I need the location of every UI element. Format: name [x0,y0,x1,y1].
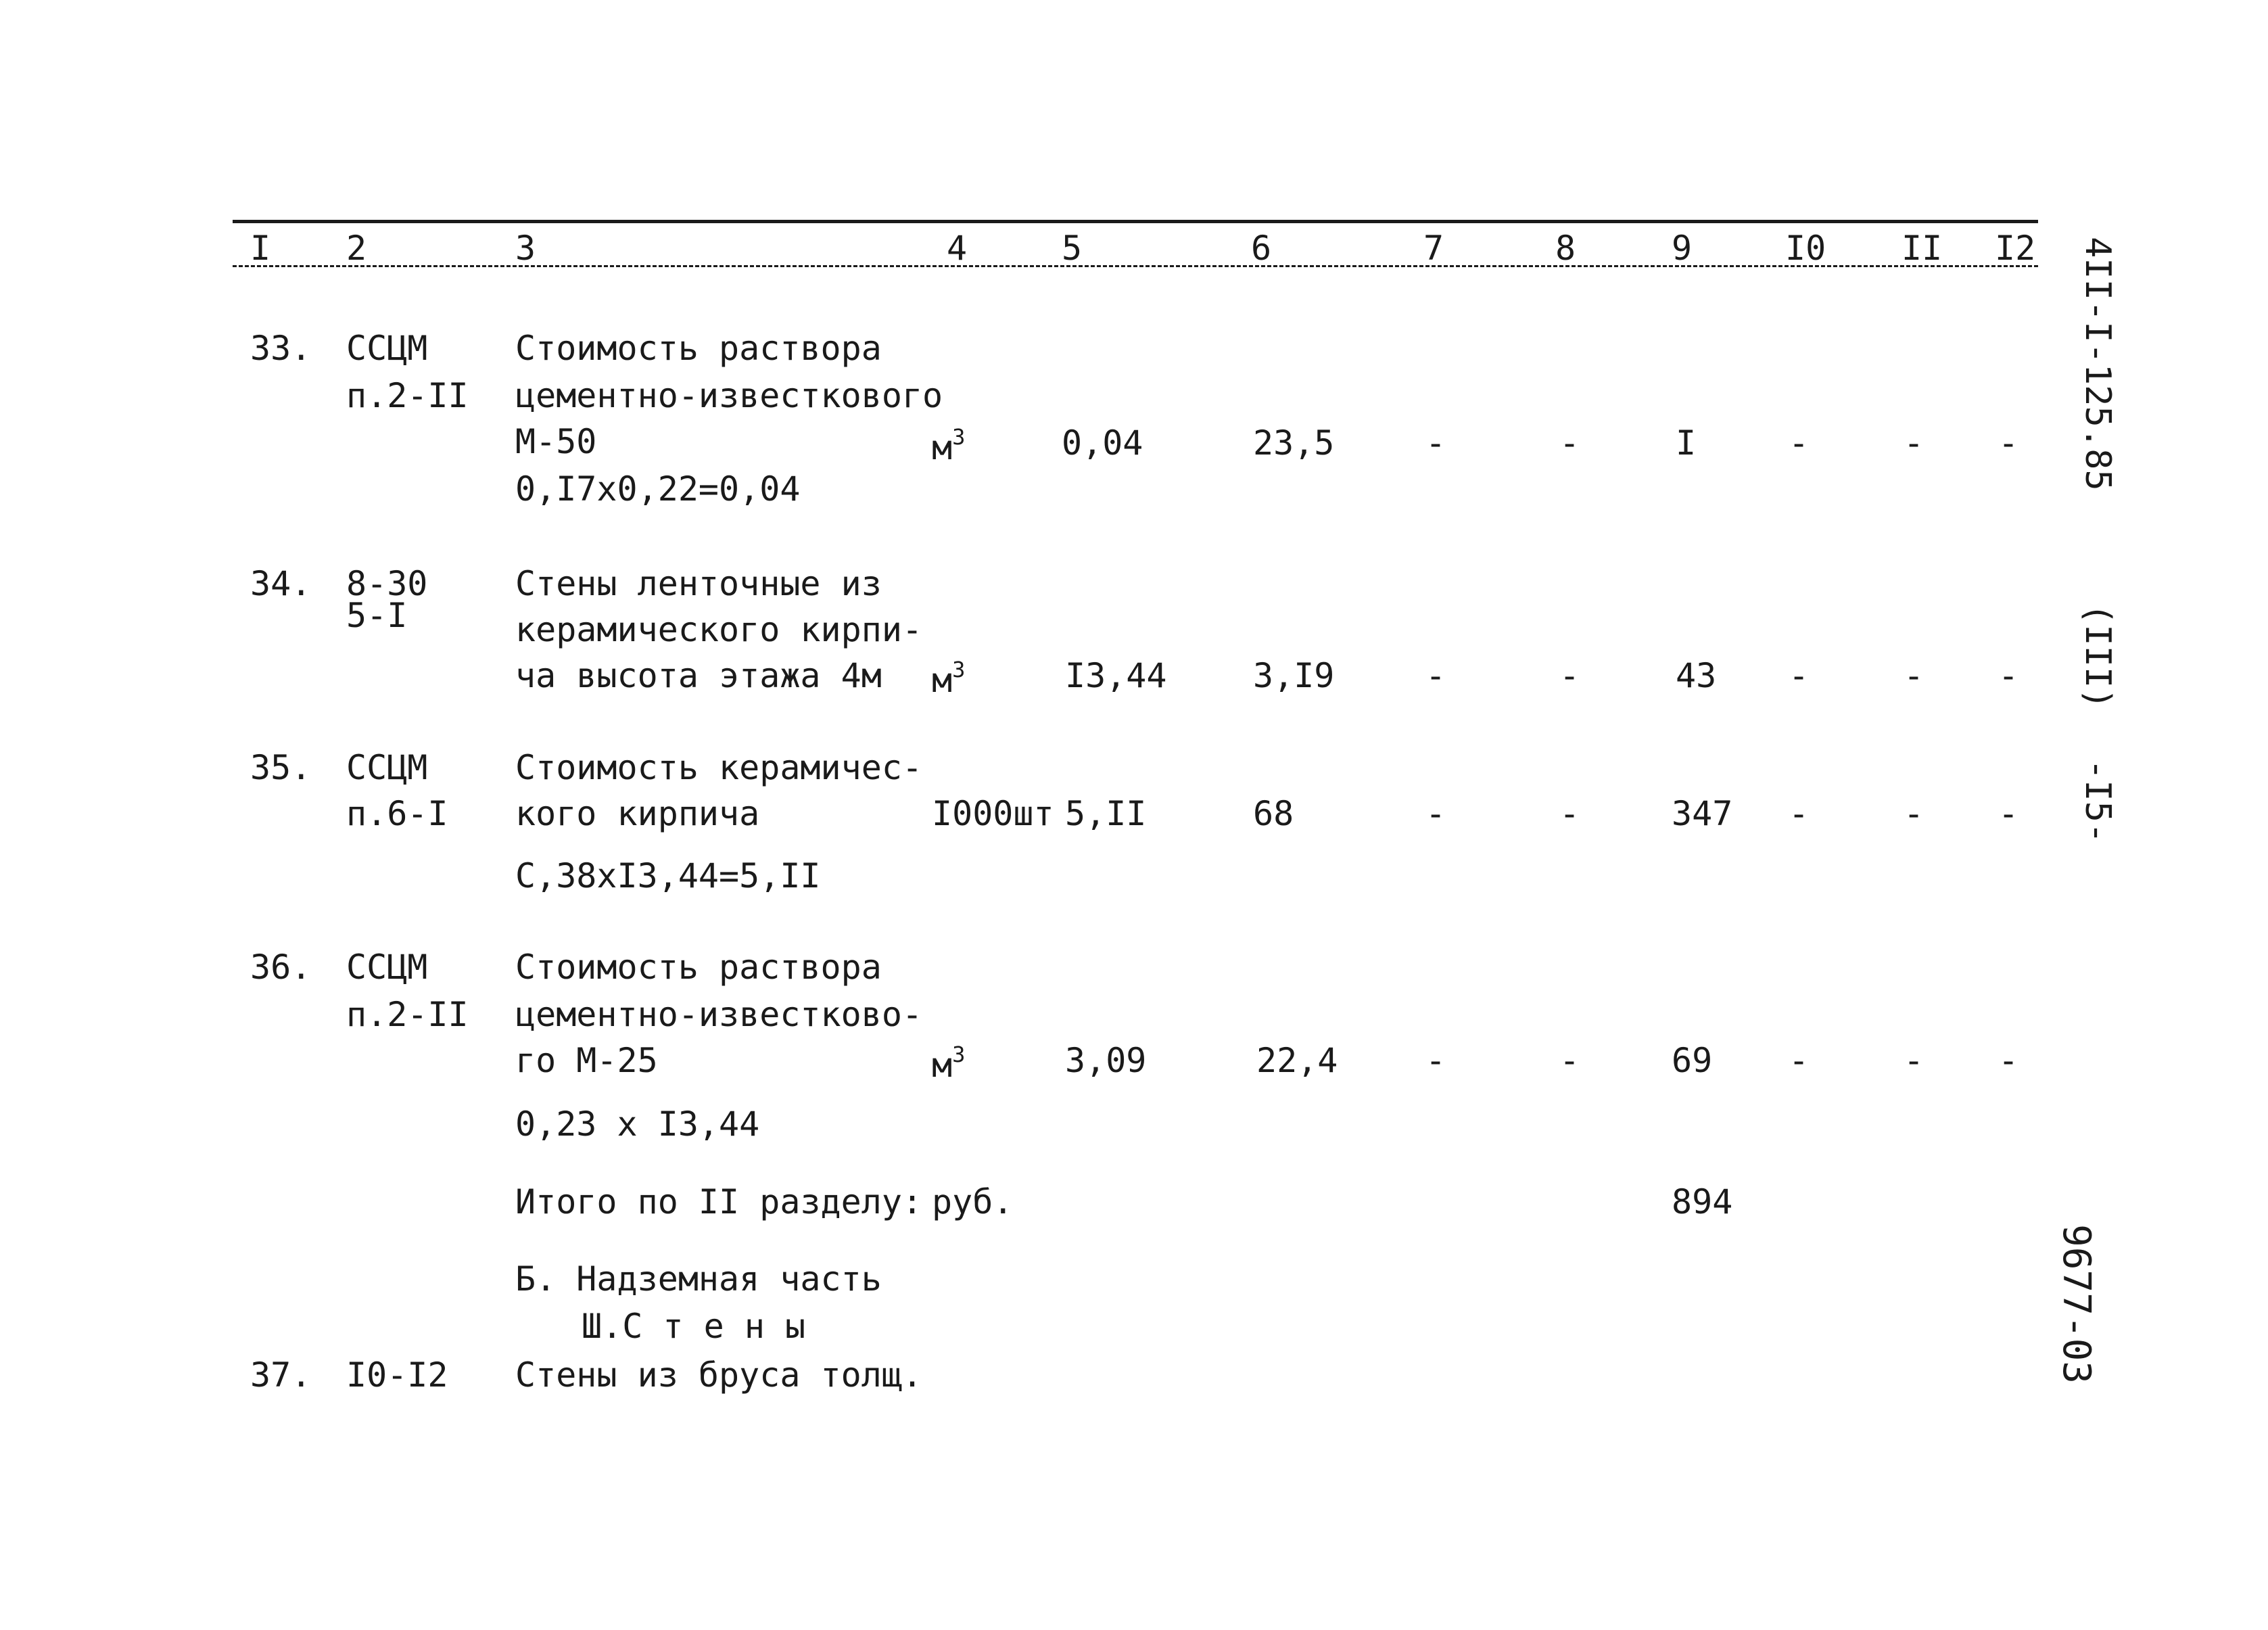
row-cell-11: - [1904,794,1924,833]
row-code: ССЦМ [346,329,428,368]
row-code: 5-I [346,596,408,635]
total-label: Итого по II разделу: [515,1182,923,1221]
col-header-3: 3 [515,229,536,268]
row-code: п.6-I [346,794,448,833]
col-header-10: I0 [1785,229,1826,268]
row-cell-11: - [1904,656,1924,695]
col-header-9: 9 [1672,229,1693,268]
row-description: 0,I7x0,22=0,04 [515,469,801,509]
row-cell-11: - [1904,1041,1924,1080]
row-cell-9: I [1676,423,1697,463]
row-cell-9: 347 [1672,794,1733,833]
total-value: 894 [1672,1182,1733,1221]
row-description: Стоимость раствора [515,948,882,987]
row-cell-8: - [1559,656,1580,695]
row-description: C,38xI3,44=5,II [515,856,821,895]
col-header-1: I [250,229,271,268]
row-code: I0-I2 [346,1355,448,1395]
col-header-12: I2 [1995,229,2036,268]
row-cell-7: - [1425,656,1446,695]
document-code: 4II-I-125.85 [2077,237,2118,491]
row-code: 8-30 [346,564,428,603]
section-subtitle: Ш.С т е н ы [582,1307,806,1346]
row-description: керамического кирпи- [515,610,923,649]
row-code: ССЦМ [346,748,428,787]
row-cell-7: - [1425,1041,1446,1080]
row-unit: $м^3$ [932,657,966,700]
row-cell-12: - [1998,1041,2019,1080]
row-cell-10: - [1789,794,1810,833]
section-title: Б. Надземная часть [515,1259,882,1299]
document-part: (III) [2077,603,2118,709]
row-description: Стены из бруса толщ. [515,1355,923,1395]
col-header-4: 4 [947,229,968,268]
col-header-8: 8 [1555,229,1576,268]
row-cell-10: - [1789,423,1810,463]
row-unit: $м^3$ [932,424,966,467]
row-description: Стены ленточные из [515,564,882,603]
row-code: п.2-II [346,995,469,1034]
row-price: 68 [1253,794,1294,833]
row-cell-8: - [1559,794,1580,833]
row-cell-7: - [1425,423,1446,463]
row-cell-10: - [1789,656,1810,695]
col-header-11: II [1901,229,1943,268]
row-cell-10: - [1789,1041,1810,1080]
row-quantity: 5,II [1065,794,1147,833]
row-cell-12: - [1998,423,2019,463]
row-price: 22,4 [1256,1041,1338,1080]
table-header-rule [233,265,2038,267]
row-cell-11: - [1904,423,1924,463]
row-code: ССЦМ [346,948,428,987]
row-number: 35. [250,748,312,787]
row-cell-8: - [1559,1041,1580,1080]
row-description: Стоимость керамичес- [515,748,923,787]
row-cell-12: - [1998,656,2019,695]
row-cell-12: - [1998,794,2019,833]
table-top-rule [233,220,2038,223]
row-number: 37. [250,1355,312,1395]
col-header-7: 7 [1423,229,1444,268]
row-description: Стоимость раствора [515,329,882,368]
row-description: цементно-известково- [515,995,923,1034]
row-description: 0,23 x I3,44 [515,1104,760,1144]
archive-number: 9677-03 [2054,1224,2098,1384]
row-description: М-50 [515,422,597,461]
row-unit: I000шт [932,794,1054,833]
row-quantity: I3,44 [1065,656,1167,695]
row-description: ча высота этажа 4м [515,656,882,695]
row-cell-8: - [1559,423,1580,463]
row-number: 34. [250,564,312,603]
row-number: 33. [250,329,312,368]
row-description: го М-25 [515,1041,658,1080]
row-cell-7: - [1425,794,1446,833]
row-cell-9: 69 [1672,1041,1713,1080]
row-quantity: 3,09 [1065,1041,1147,1080]
row-price: 3,I9 [1253,656,1335,695]
row-description: цементно-известкового [515,376,943,415]
total-unit: руб. [932,1182,1014,1221]
row-cell-9: 43 [1676,656,1717,695]
row-number: 36. [250,948,312,987]
col-header-5: 5 [1062,229,1083,268]
row-quantity: 0,04 [1062,423,1143,463]
col-header-2: 2 [346,229,367,268]
col-header-6: 6 [1251,229,1272,268]
page-number: -I5- [2077,759,2118,844]
row-code: п.2-II [346,376,469,415]
row-unit: $м^3$ [932,1042,966,1085]
row-price: 23,5 [1253,423,1335,463]
row-description: кого кирпича [515,794,760,833]
